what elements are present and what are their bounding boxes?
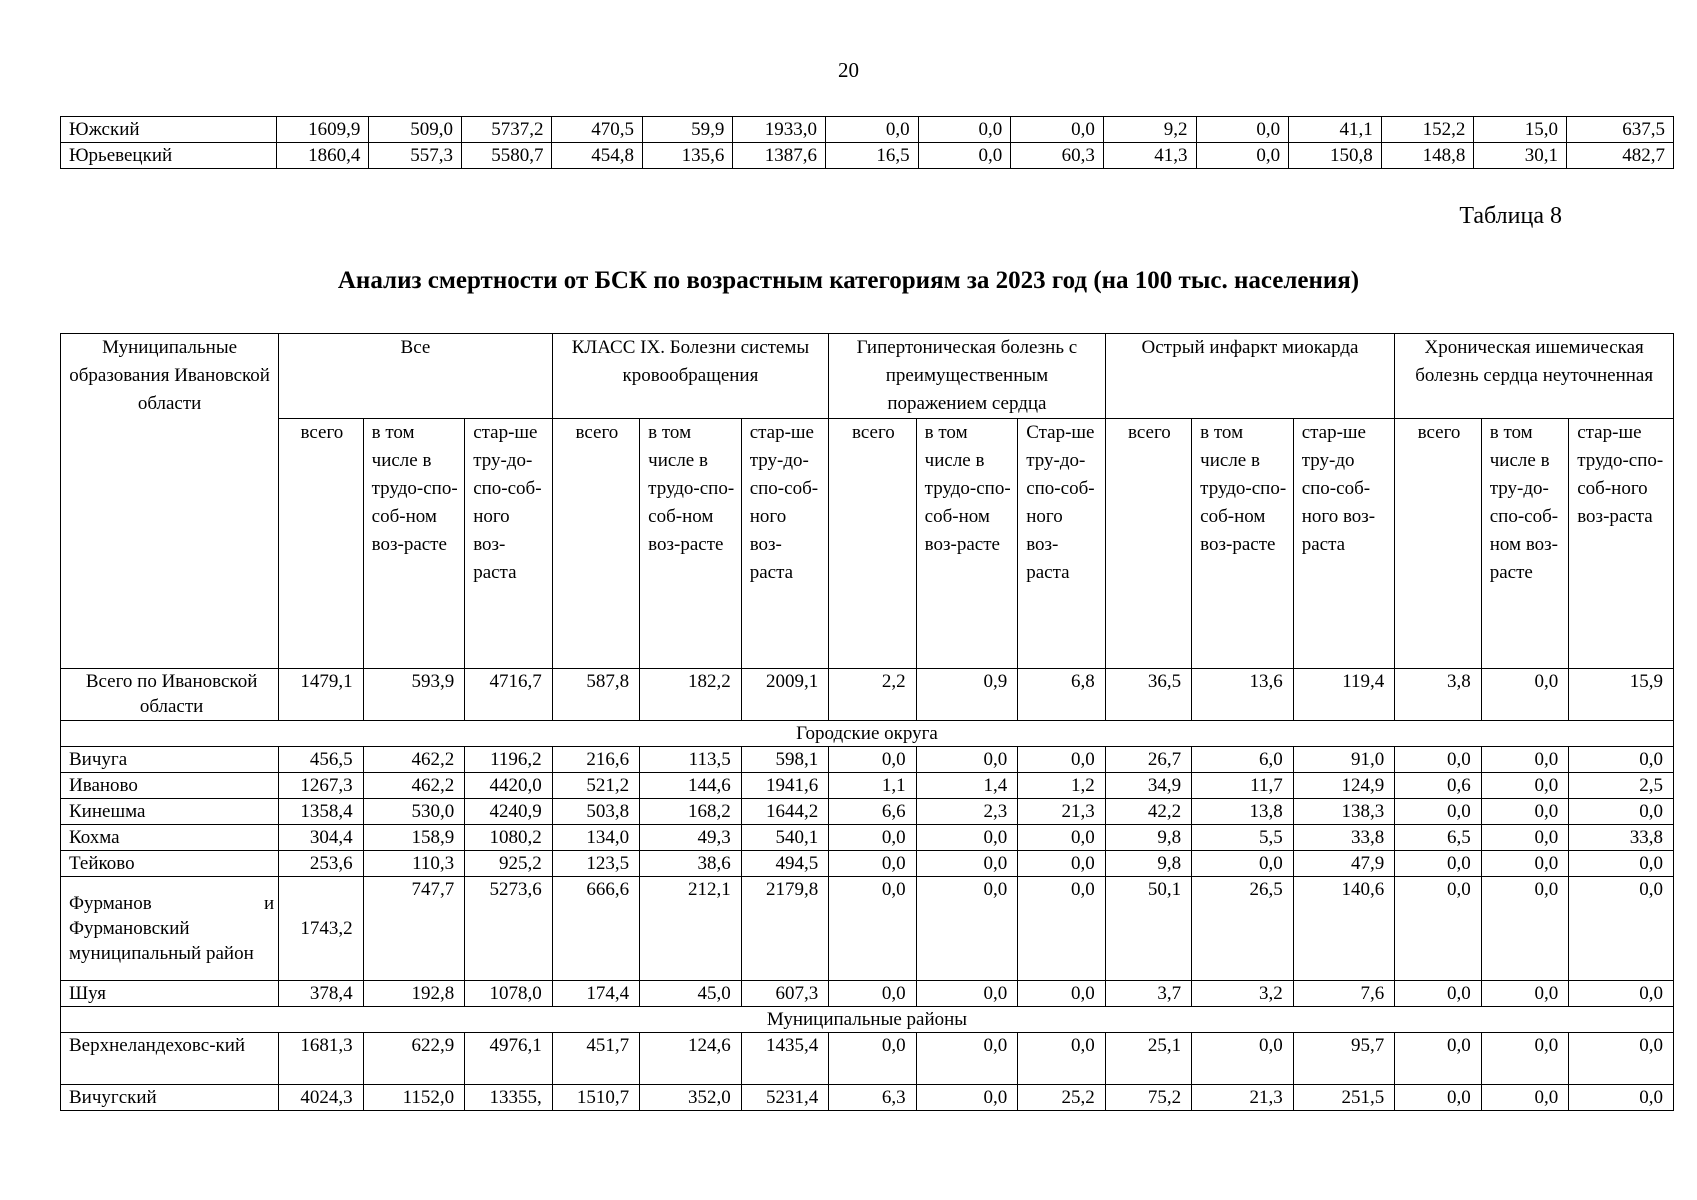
continued-table	[60, 116, 1674, 169]
table-row	[61, 1033, 1674, 1085]
row-name: Шуя	[61, 981, 279, 1007]
table-cell: 0,9	[916, 669, 1018, 721]
table-cell: 2179,8	[741, 877, 828, 981]
table-cell: 4716,7	[465, 669, 553, 721]
table-row	[61, 825, 1674, 851]
header-sub-cell: всего	[829, 419, 916, 669]
section-row	[61, 1007, 1674, 1033]
table-cell: 1510,7	[552, 1085, 639, 1111]
table-cell: 2,5	[1569, 773, 1674, 799]
table-cell: 251,5	[1293, 1085, 1395, 1111]
table-row	[61, 799, 1674, 825]
table-row	[61, 981, 1674, 1007]
table-cell: 0,0	[1481, 981, 1568, 1007]
table-cell: 3,2	[1192, 981, 1294, 1007]
table-cell: 2009,1	[741, 669, 828, 721]
table-cell: 5231,4	[741, 1085, 828, 1111]
table-cell: 1196,2	[465, 747, 553, 773]
table-cell: 4240,9	[465, 799, 553, 825]
table-cell: 253,6	[279, 851, 363, 877]
table-cell: 21,3	[1018, 799, 1105, 825]
table-cell: 503,8	[552, 799, 639, 825]
table-cell: 1267,3	[279, 773, 363, 799]
header-sub-cell: всего	[1105, 419, 1191, 669]
table-cell: 0,0	[1481, 877, 1568, 981]
table-cell: 1941,6	[741, 773, 828, 799]
table-cell: 119,4	[1293, 669, 1395, 721]
table-cell: 470,5	[552, 117, 642, 143]
table-cell: 1,4	[916, 773, 1018, 799]
header-group-hypertension: Гипертоническая болезнь с преимущественным поражением сердца	[829, 334, 1106, 419]
header-group-chronic-ischemic: Хроническая ишемическая болезнь сердца неуточненная	[1395, 334, 1674, 419]
table-row	[61, 851, 1674, 877]
table-cell: 0,0	[1481, 1033, 1568, 1085]
table-row	[61, 877, 1674, 981]
table-cell: 25,2	[1018, 1085, 1105, 1111]
table-cell: 0,0	[1192, 1033, 1294, 1085]
table-cell: 216,6	[552, 747, 639, 773]
table-cell: 1860,4	[276, 143, 369, 169]
table-cell: 0,0	[829, 1033, 916, 1085]
table-row	[61, 747, 1674, 773]
table-cell: 30,1	[1474, 143, 1567, 169]
table-cell: 6,6	[829, 799, 916, 825]
table-cell: 2,2	[829, 669, 916, 721]
table-cell: 607,3	[741, 981, 828, 1007]
table-cell: 509,0	[369, 117, 462, 143]
header-sub-cell: стар-ше тру-до-спо-соб-ного воз-раста	[741, 419, 828, 669]
table-cell: 182,2	[640, 669, 742, 721]
table-cell: 5,5	[1192, 825, 1294, 851]
table-cell: 0,0	[916, 1033, 1018, 1085]
table-cell: 0,0	[1395, 799, 1481, 825]
table-cell: 9,8	[1105, 851, 1191, 877]
table-cell: 0,0	[1018, 747, 1105, 773]
table-cell: 0,0	[916, 877, 1018, 981]
table-cell: 123,5	[552, 851, 639, 877]
table-cell: 168,2	[640, 799, 742, 825]
table-cell: 0,0	[1481, 773, 1568, 799]
table-cell: 152,2	[1381, 117, 1474, 143]
section-title: Муниципальные районы	[61, 1007, 1674, 1033]
table-cell: 138,3	[1293, 799, 1395, 825]
table-cell: 47,9	[1293, 851, 1395, 877]
header-sub-cell: всего	[1395, 419, 1481, 669]
table-cell: 6,3	[829, 1085, 916, 1111]
header-sub-cell: в том числе в трудо-спо-соб-ном воз-расте	[363, 419, 465, 669]
page-number: 20	[838, 58, 859, 82]
header-municipal: Муниципальные образования Ивановской области	[61, 334, 279, 669]
table-cell: 21,3	[1192, 1085, 1294, 1111]
table-cell: 521,2	[552, 773, 639, 799]
table-cell: 124,9	[1293, 773, 1395, 799]
table-cell: 26,5	[1192, 877, 1294, 981]
header-sub-cell: в том числе в трудо-спо-соб-ном воз-расте	[1192, 419, 1294, 669]
table-cell: 124,6	[640, 1033, 742, 1085]
table-cell: 747,7	[363, 877, 465, 981]
row-name: Юрьевецкий	[61, 143, 277, 169]
table-cell: 0,0	[918, 143, 1011, 169]
row-name: Фурманов и Фурмановский муниципальный район	[61, 877, 279, 981]
table-cell: 0,0	[1481, 825, 1568, 851]
table-cell: 26,7	[1105, 747, 1191, 773]
row-name: Кинешма	[61, 799, 279, 825]
header-sub-cell: стар-ше трудо-спо-соб-ного воз-раста	[1569, 419, 1674, 669]
table-cell: 91,0	[1293, 747, 1395, 773]
table-cell: 0,0	[1018, 825, 1105, 851]
table-cell: 1,2	[1018, 773, 1105, 799]
table-cell: 212,1	[640, 877, 742, 981]
table-cell: 42,2	[1105, 799, 1191, 825]
table-cell: 36,5	[1105, 669, 1191, 721]
table-cell: 13355,	[465, 1085, 553, 1111]
table-cell: 1644,2	[741, 799, 828, 825]
table-cell: 530,0	[363, 799, 465, 825]
table-cell: 0,0	[1481, 851, 1568, 877]
table-cell: 494,5	[741, 851, 828, 877]
table-cell: 45,0	[640, 981, 742, 1007]
table-cell: 0,0	[916, 825, 1018, 851]
table-cell: 378,4	[279, 981, 363, 1007]
table-cell: 666,6	[552, 877, 639, 981]
table-cell: 0,0	[916, 981, 1018, 1007]
table-cell: 6,5	[1395, 825, 1481, 851]
row-name: Верхнеландеховс-кий	[61, 1033, 279, 1085]
table-cell: 0,0	[1395, 747, 1481, 773]
table-cell: 41,3	[1103, 143, 1196, 169]
table-cell: 158,9	[363, 825, 465, 851]
table-cell: 0,6	[1395, 773, 1481, 799]
table-cell: 0,0	[1395, 877, 1481, 981]
table-cell: 6,0	[1192, 747, 1294, 773]
header-sub-cell: всего	[279, 419, 363, 669]
table-cell: 0,0	[1569, 877, 1674, 981]
header-sub-cell: всего	[552, 419, 639, 669]
table-cell: 1743,2	[279, 877, 363, 981]
table-cell: 0,0	[1196, 117, 1289, 143]
table-cell: 7,6	[1293, 981, 1395, 1007]
header-row-sub	[61, 419, 1674, 669]
table-cell: 150,8	[1289, 143, 1382, 169]
table-cell: 9,2	[1103, 117, 1196, 143]
table-row	[61, 117, 1674, 143]
table-cell: 304,4	[279, 825, 363, 851]
table-cell: 11,7	[1192, 773, 1294, 799]
table-cell: 0,0	[1192, 851, 1294, 877]
table-cell: 1080,2	[465, 825, 553, 851]
table-cell: 15,9	[1569, 669, 1674, 721]
table-cell: 3,7	[1105, 981, 1191, 1007]
table-cell: 34,9	[1105, 773, 1191, 799]
table-cell: 0,0	[1569, 799, 1674, 825]
table-cell: 135,6	[642, 143, 732, 169]
table-cell: 1387,6	[733, 143, 826, 169]
header-sub-cell: стар-ше тру-до спо-соб-ного воз-раста	[1293, 419, 1395, 669]
row-name: Вичуга	[61, 747, 279, 773]
table-cell: 15,0	[1474, 117, 1567, 143]
table-cell: 454,8	[552, 143, 642, 169]
header-sub-cell: в том числе в тру-до-спо-соб-ном воз-расте	[1481, 419, 1568, 669]
table-cell: 0,0	[916, 747, 1018, 773]
header-group-infarction: Острый инфаркт миокарда	[1105, 334, 1395, 419]
table-cell: 1358,4	[279, 799, 363, 825]
row-name: Иваново	[61, 773, 279, 799]
table-cell: 38,6	[640, 851, 742, 877]
table-cell: 0,0	[1395, 851, 1481, 877]
table-cell: 144,6	[640, 773, 742, 799]
table-cell: 13,6	[1192, 669, 1294, 721]
section-row	[61, 721, 1674, 747]
table-cell: 4024,3	[279, 1085, 363, 1111]
table-cell: 540,1	[741, 825, 828, 851]
table-cell: 0,0	[1481, 1085, 1568, 1111]
table-cell: 1078,0	[465, 981, 553, 1007]
table-cell: 2,3	[916, 799, 1018, 825]
table-cell: 0,0	[1569, 747, 1674, 773]
table-cell: 0,0	[826, 117, 919, 143]
table-cell: 622,9	[363, 1033, 465, 1085]
table-cell: 148,8	[1381, 143, 1474, 169]
table-cell: 0,0	[916, 851, 1018, 877]
row-name: Тейково	[61, 851, 279, 877]
table-cell: 4420,0	[465, 773, 553, 799]
table-cell: 0,0	[916, 1085, 1018, 1111]
table-cell: 925,2	[465, 851, 553, 877]
table-cell: 0,0	[1569, 981, 1674, 1007]
mortality-table	[60, 333, 1674, 1111]
table-row	[61, 669, 1674, 721]
table-cell: 0,0	[1569, 1033, 1674, 1085]
table-cell: 1479,1	[279, 669, 363, 721]
table-cell: 1681,3	[279, 1033, 363, 1085]
row-name: Южский	[61, 117, 277, 143]
table-cell: 456,5	[279, 747, 363, 773]
header-sub-cell: стар-ше тру-до-спо-соб-ного воз-раста	[465, 419, 553, 669]
table-cell: 60,3	[1011, 143, 1104, 169]
table-cell: 593,9	[363, 669, 465, 721]
table-cell: 1,1	[829, 773, 916, 799]
table-cell: 59,9	[642, 117, 732, 143]
table-cell: 1435,4	[741, 1033, 828, 1085]
table-cell: 41,1	[1289, 117, 1382, 143]
table-cell: 33,8	[1569, 825, 1674, 851]
table-cell: 3,8	[1395, 669, 1481, 721]
row-name: Всего по Ивановской области	[61, 669, 279, 721]
table-cell: 25,1	[1105, 1033, 1191, 1085]
table-row	[61, 143, 1674, 169]
table-cell: 33,8	[1293, 825, 1395, 851]
table-cell: 13,8	[1192, 799, 1294, 825]
table-label: Таблица 8	[1459, 203, 1562, 229]
table-cell: 5273,6	[465, 877, 553, 981]
table-cell: 0,0	[829, 825, 916, 851]
table-cell: 75,2	[1105, 1085, 1191, 1111]
table-cell: 462,2	[363, 773, 465, 799]
table-cell: 0,0	[1018, 981, 1105, 1007]
table-cell: 5580,7	[462, 143, 552, 169]
table-cell: 6,8	[1018, 669, 1105, 721]
table-cell: 482,7	[1567, 143, 1674, 169]
table-cell: 0,0	[829, 877, 916, 981]
table-cell: 0,0	[1481, 799, 1568, 825]
header-sub-cell: в том числе в трудо-спо-соб-ном воз-расте	[640, 419, 742, 669]
table-cell: 637,5	[1567, 117, 1674, 143]
table-cell: 451,7	[552, 1033, 639, 1085]
table-cell: 0,0	[829, 851, 916, 877]
table-cell: 598,1	[741, 747, 828, 773]
table-cell: 0,0	[1395, 1085, 1481, 1111]
table-cell: 0,0	[1395, 1033, 1481, 1085]
header-row-groups	[61, 334, 1674, 419]
table-cell: 1609,9	[276, 117, 369, 143]
table-cell: 557,3	[369, 143, 462, 169]
table-cell: 110,3	[363, 851, 465, 877]
table-cell: 0,0	[829, 981, 916, 1007]
table-cell: 192,8	[363, 981, 465, 1007]
table-cell: 352,0	[640, 1085, 742, 1111]
table-cell: 0,0	[1569, 851, 1674, 877]
table-cell: 1152,0	[363, 1085, 465, 1111]
table-cell: 134,0	[552, 825, 639, 851]
table-title: Анализ смертности от БСК по возрастным категориям за 2023 год (на 100 тыс. населения)	[337, 267, 1360, 294]
header-sub-cell: в том числе в трудо-спо-соб-ном воз-расте	[916, 419, 1018, 669]
row-name: Вичугский	[61, 1085, 279, 1111]
header-sub-cell: Стар-ше тру-до-спо-соб-ного воз-раста	[1018, 419, 1105, 669]
table-cell: 0,0	[1018, 851, 1105, 877]
table-cell: 4976,1	[465, 1033, 553, 1085]
table-cell: 0,0	[1569, 1085, 1674, 1111]
table-row	[61, 1085, 1674, 1111]
table-cell: 0,0	[1196, 143, 1289, 169]
table-cell: 0,0	[1018, 877, 1105, 981]
table-cell: 5737,2	[462, 117, 552, 143]
table-cell: 0,0	[1018, 1033, 1105, 1085]
table-cell: 113,5	[640, 747, 742, 773]
table-cell: 0,0	[1481, 669, 1568, 721]
table-cell: 587,8	[552, 669, 639, 721]
table-cell: 174,4	[552, 981, 639, 1007]
table-cell: 95,7	[1293, 1033, 1395, 1085]
table-cell: 1933,0	[733, 117, 826, 143]
table-cell: 50,1	[1105, 877, 1191, 981]
table-cell: 0,0	[918, 117, 1011, 143]
table-row	[61, 773, 1674, 799]
header-group-all: Все	[279, 334, 553, 419]
table-cell: 0,0	[1011, 117, 1104, 143]
table-cell: 0,0	[1481, 747, 1568, 773]
table-cell: 462,2	[363, 747, 465, 773]
section-title: Городские округа	[61, 721, 1674, 747]
row-name: Кохма	[61, 825, 279, 851]
table-cell: 49,3	[640, 825, 742, 851]
header-group-class-ix: КЛАСС IX. Болезни системы кровообращения	[552, 334, 829, 419]
table-cell: 16,5	[826, 143, 919, 169]
table-cell: 9,8	[1105, 825, 1191, 851]
table-cell: 0,0	[1395, 981, 1481, 1007]
table-cell: 0,0	[829, 747, 916, 773]
table-cell: 140,6	[1293, 877, 1395, 981]
